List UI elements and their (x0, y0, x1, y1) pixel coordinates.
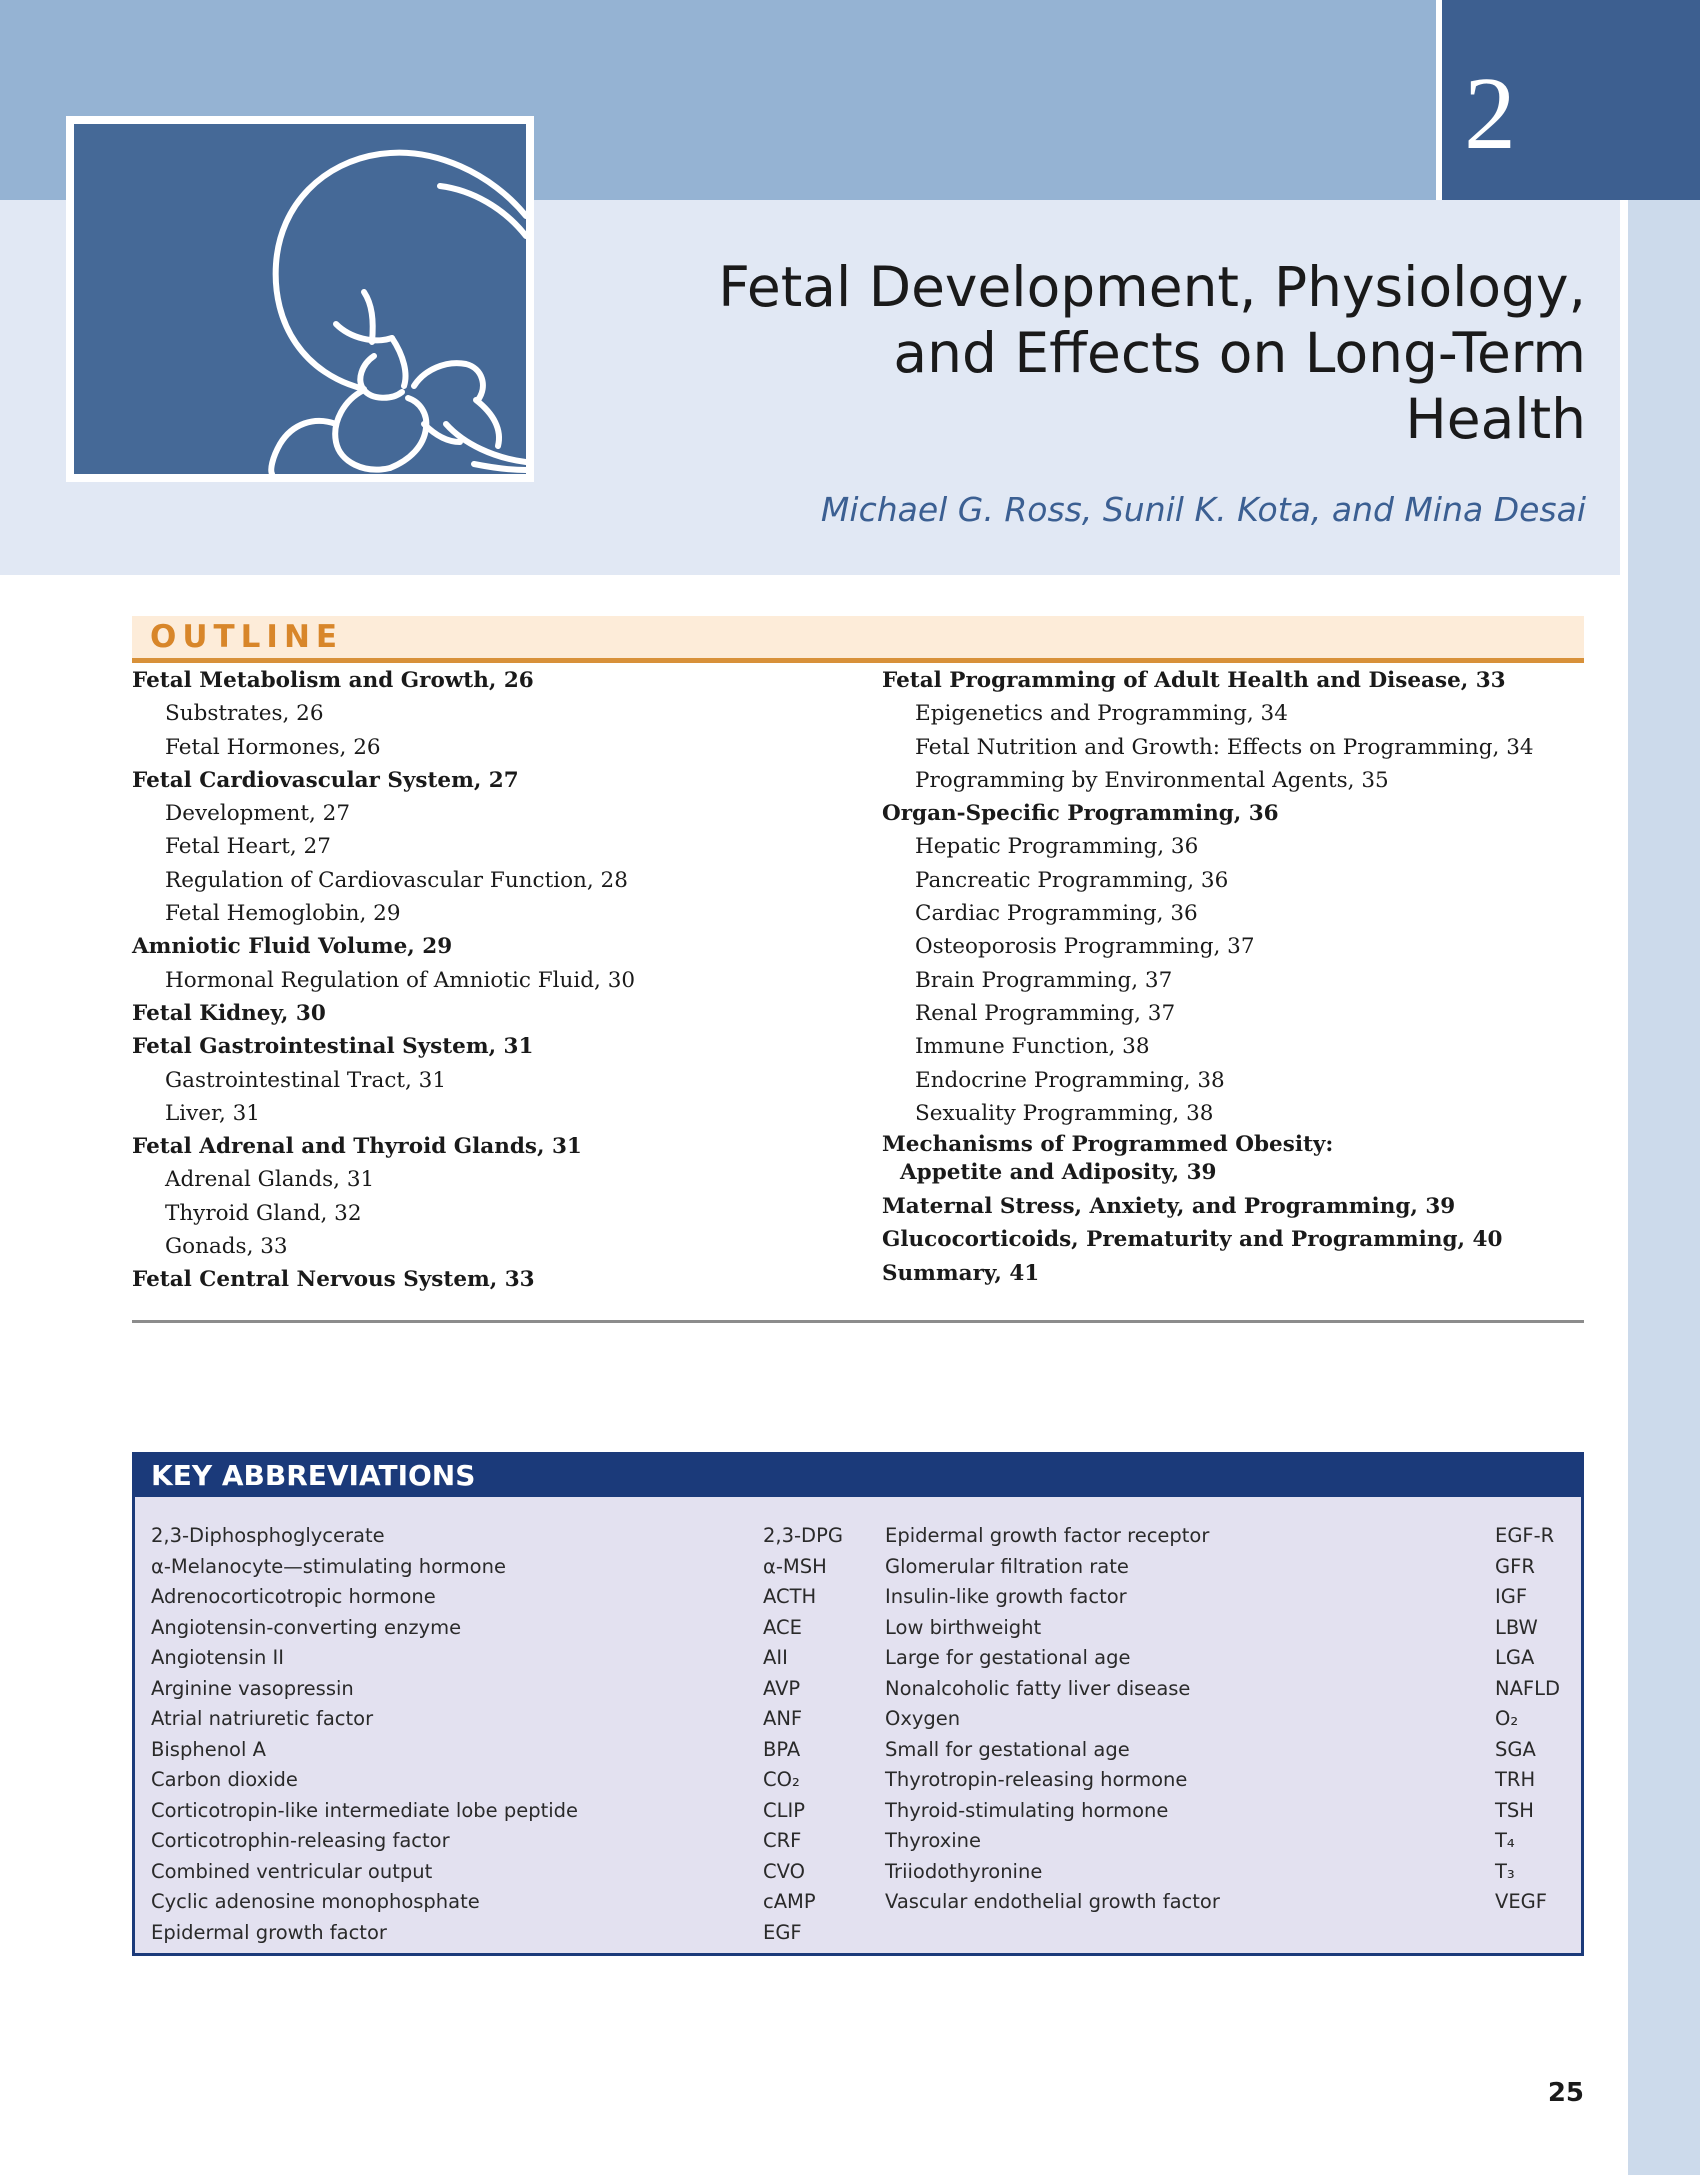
abbreviation-code: GFR (1495, 1554, 1535, 1578)
authors: Michael G. Ross, Sunil K. Kota, and Mina Desai (820, 490, 1586, 529)
abbreviation-code: ANF (763, 1707, 803, 1730)
abbreviation-term: Arginine vasopressin (151, 1676, 354, 1700)
abbreviation-term: Angiotensin II (151, 1646, 285, 1669)
abbreviation-row (151, 1552, 861, 1583)
abbreviation-code: 2,3-DPG (763, 1524, 843, 1547)
abbreviation-code: TRH (1495, 1768, 1536, 1791)
outline-subsection-entry: Osteoporosis Programming, 37 (915, 934, 1255, 960)
outline-subsection-entry: Thyroid Gland, 32 (165, 1200, 362, 1226)
abbreviation-term: Corticotropin-like intermediate lobe peptide (151, 1798, 579, 1822)
abbreviation-code: O₂ (1495, 1707, 1519, 1730)
abbreviation-term: Glomerular filtration rate (885, 1554, 1129, 1578)
title-line: Fetal Development, Physiology, (718, 255, 1586, 319)
outline-subsection-entry: Adrenal Glands, 31 (165, 1167, 375, 1193)
abbreviation-row (885, 1796, 1575, 1827)
outline-section-entry: Fetal Metabolism and Growth, 26 (132, 668, 534, 693)
abbreviation-term: Thyrotropin-releasing hormone (885, 1768, 1188, 1791)
abbreviation-term: Cyclic adenosine monophosphate (151, 1890, 480, 1913)
outline-subsection-entry: Fetal Hormones, 26 (165, 734, 381, 760)
outline-section-entry: Amniotic Fluid Volume, 29 (132, 934, 453, 960)
title-line: and Effects on Long-Term (893, 321, 1586, 385)
abbreviation-row (151, 1735, 861, 1766)
abbreviation-row (885, 1521, 1575, 1552)
abbreviation-term: Insulin-like growth factor (885, 1585, 1127, 1608)
abbreviation-term: α-Melanocyte—stimulating hormone (151, 1554, 506, 1578)
abbreviation-row (151, 1521, 861, 1552)
outline-section-entry: Appetite and Adiposity, 39 (900, 1160, 1217, 1186)
side-strip (1628, 200, 1700, 2175)
outline-subsection-entry: Sexuality Programming, 38 (915, 1100, 1214, 1126)
outline-section-entry: Fetal Programming of Adult Health and Disease, 33 (882, 668, 1506, 693)
abbreviation-row (151, 1765, 861, 1796)
abbreviation-code: BPA (763, 1737, 801, 1761)
abbreviation-code: AVP (763, 1676, 801, 1700)
abbreviation-code: cAMP (763, 1890, 816, 1913)
outline-subsection-entry: Cardiac Programming, 36 (915, 901, 1198, 927)
abbreviation-term: Thyroid-stimulating hormone (885, 1798, 1169, 1822)
page-number: 25 (1547, 2078, 1584, 2108)
abbreviation-term: Epidermal growth factor receptor (885, 1524, 1210, 1547)
abbreviation-row (885, 1887, 1575, 1918)
outline-section-entry: Fetal Cardiovascular System, 27 (132, 767, 519, 793)
abbreviation-code: VEGF (1495, 1890, 1547, 1913)
abbreviation-term: Triiodothyronine (885, 1859, 1043, 1883)
abbreviation-term: Carbon dioxide (151, 1768, 298, 1791)
abbreviation-code: CRF (763, 1829, 802, 1852)
abbreviation-row (885, 1765, 1575, 1796)
abbreviations-heading: KEY ABBREVIATIONS (151, 1459, 476, 1492)
outline-right-column (882, 664, 1602, 1290)
outline-heading: OUTLINE (150, 619, 344, 655)
abbreviations-left-column (151, 1521, 861, 1948)
abbreviation-code: EGF (763, 1920, 802, 1944)
outline-section-entry: Mechanisms of Programmed Obesity: (882, 1132, 1334, 1158)
abbreviation-row (885, 1582, 1575, 1613)
outline-subsection-entry: Renal Programming, 37 (915, 1000, 1176, 1026)
abbreviation-term: Bisphenol A (151, 1737, 266, 1761)
outline-subsection-entry: Gonads, 33 (165, 1234, 288, 1260)
abbreviation-code: EGF-R (1495, 1524, 1555, 1547)
title-line: Health (1405, 387, 1586, 451)
key-abbreviations-box (132, 1452, 1584, 1956)
abbreviation-code: ACE (763, 1615, 802, 1639)
abbreviation-term: Oxygen (885, 1707, 961, 1730)
abbreviation-term: Corticotrophin-releasing factor (151, 1829, 450, 1852)
outline-section-entry: Maternal Stress, Anxiety, and Programming, 39 (882, 1194, 1456, 1220)
abbreviation-row (885, 1735, 1575, 1766)
abbreviation-row (885, 1552, 1575, 1583)
outline-subsection-entry: Programming by Environmental Agents, 35 (915, 767, 1389, 793)
abbreviation-row (885, 1643, 1575, 1674)
abbreviation-code: AII (763, 1646, 788, 1669)
abbreviation-code: T₃ (1495, 1859, 1515, 1883)
abbreviation-term: Large for gestational age (885, 1646, 1131, 1669)
abbreviation-row (151, 1704, 861, 1735)
abbreviation-row (885, 1613, 1575, 1644)
outline-subsection-entry: Brain Programming, 37 (915, 967, 1173, 993)
chapter-number-box (1436, 0, 1700, 200)
fetus-line-art (74, 124, 526, 474)
abbreviation-term: Epidermal growth factor (151, 1920, 387, 1944)
abbreviation-row (885, 1704, 1575, 1735)
abbreviation-code: LBW (1495, 1615, 1538, 1639)
outline-subsection-entry: Hormonal Regulation of Amniotic Fluid, 30 (165, 967, 636, 993)
outline-header (132, 616, 1584, 663)
abbreviation-row (151, 1826, 861, 1857)
chapter-illustration (66, 116, 534, 482)
outline-subsection-entry: Fetal Heart, 27 (165, 834, 331, 860)
abbreviation-term: Atrial natriuretic factor (151, 1707, 374, 1730)
outline-section-entry: Fetal Kidney, 30 (132, 1000, 326, 1026)
abbreviation-row (151, 1887, 861, 1918)
outline-subsection-entry: Epigenetics and Programming, 34 (915, 701, 1288, 727)
abbreviation-code: T₄ (1495, 1829, 1515, 1852)
abbreviation-row (885, 1674, 1575, 1705)
outline-subsection-entry: Fetal Hemoglobin, 29 (165, 901, 401, 927)
outline-subsection-entry: Hepatic Programming, 36 (915, 834, 1199, 860)
abbreviation-term: Thyroxine (885, 1829, 982, 1852)
abbreviation-row (151, 1796, 861, 1827)
abbreviation-row (151, 1582, 861, 1613)
abbreviation-term: Small for gestational age (885, 1737, 1130, 1761)
outline-subsection-entry: Gastrointestinal Tract, 31 (165, 1067, 447, 1093)
abbreviation-row (151, 1643, 861, 1674)
outline-subsection-entry: Fetal Nutrition and Growth: Effects on Programming, 34 (915, 734, 1534, 760)
outline-section-entry: Organ-Specific Programming, 36 (882, 801, 1279, 827)
outline-divider (132, 1320, 1584, 1323)
outline-section-entry: Fetal Central Nervous System, 33 (132, 1267, 535, 1293)
chapter-title (686, 254, 1586, 452)
abbreviation-term: Combined ventricular output (151, 1859, 433, 1883)
abbreviation-code: CVO (763, 1859, 805, 1883)
abbreviation-row (885, 1857, 1575, 1888)
abbreviation-code: TSH (1495, 1798, 1534, 1822)
outline-subsection-entry: Development, 27 (165, 801, 351, 827)
abbreviation-term: Nonalcoholic fatty liver disease (885, 1676, 1191, 1700)
chapter-number: 2 (1464, 56, 1516, 171)
outline-section-entry: Fetal Gastrointestinal System, 31 (132, 1034, 534, 1060)
abbreviation-code: CO₂ (763, 1768, 800, 1791)
abbreviation-row (151, 1857, 861, 1888)
abbreviations-right-column (885, 1521, 1575, 1918)
abbreviation-code: CLIP (763, 1798, 805, 1822)
outline-left-column (132, 664, 852, 1297)
abbreviation-code: SGA (1495, 1737, 1536, 1761)
abbreviation-row (151, 1918, 861, 1949)
outline-subsection-entry: Immune Function, 38 (915, 1034, 1150, 1060)
outline-section-entry: Fetal Adrenal and Thyroid Glands, 31 (132, 1134, 582, 1160)
outline-subsection-entry: Substrates, 26 (165, 701, 324, 727)
outline-section-entry: Glucocorticoids, Prematurity and Programming, 40 (882, 1227, 1503, 1253)
abbreviation-code: IGF (1495, 1585, 1528, 1608)
abbreviation-term: 2,3-Diphosphoglycerate (151, 1524, 385, 1547)
outline-subsection-entry: Pancreatic Programming, 36 (915, 867, 1229, 893)
fetus-icon (74, 124, 526, 474)
abbreviation-code: NAFLD (1495, 1676, 1561, 1700)
outline-subsection-entry: Endocrine Programming, 38 (915, 1067, 1225, 1093)
abbreviation-row (151, 1613, 861, 1644)
abbreviation-code: α-MSH (763, 1554, 827, 1578)
abbreviation-term: Low birthweight (885, 1615, 1042, 1639)
outline-section-entry: Summary, 41 (882, 1260, 1040, 1286)
outline-subsection-entry: Regulation of Cardiovascular Function, 28 (165, 867, 628, 893)
abbreviation-term: Vascular endothelial growth factor (885, 1890, 1220, 1913)
abbreviation-term: Adrenocorticotropic hormone (151, 1585, 436, 1608)
outline-subsection-entry: Liver, 31 (165, 1100, 260, 1126)
abbreviation-code: ACTH (763, 1585, 817, 1608)
abbreviation-code: LGA (1495, 1646, 1535, 1669)
abbreviations-header (135, 1455, 1581, 1497)
abbreviation-term: Angiotensin-converting enzyme (151, 1615, 462, 1639)
abbreviation-row (151, 1674, 861, 1705)
abbreviation-row (885, 1826, 1575, 1857)
